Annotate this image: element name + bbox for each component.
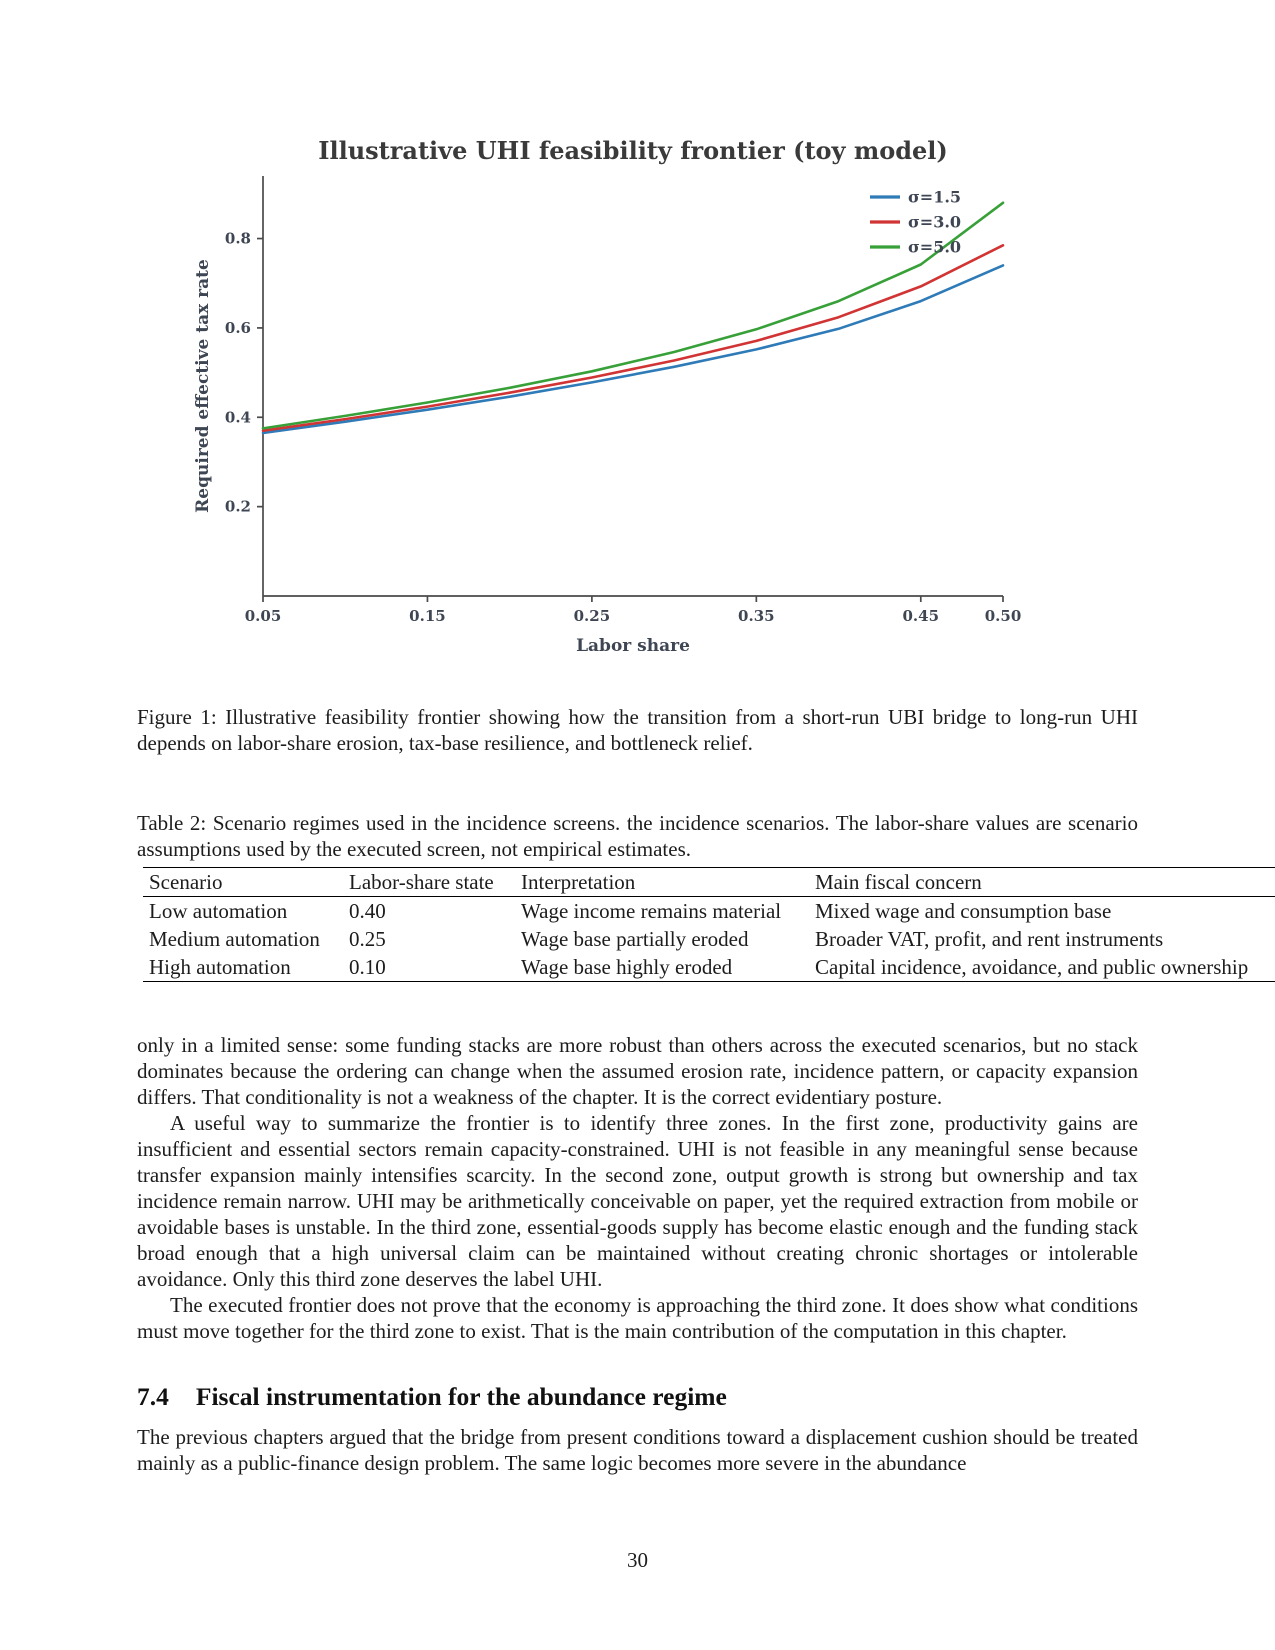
- paragraph: A useful way to summarize the frontier is to identify three zones. In the first zone, productivity gains are insufficient and essential sectors remain capacity-constrained. UHI is not feasible in any meaningful sense because transfer expansion mainly intensifies scarcity. In the second zone, output growth is strong but ownership and tax incidence remain narrow. UHI may be arithmetically conceivable on paper, yet the required extraction from mobile or avoidable bases is unstable. In the third zone, essential-goods supply has become elastic enough and the funding stack broad enough that a high universal claim can be maintained without creating chronic shortages or intolerable avoidance. Only this third zone deserves the label UHI.: [137, 1111, 1138, 1291]
- y-tick-label: 0.8: [224, 229, 251, 248]
- table-2: [143, 867, 1275, 982]
- x-tick-label: 0.50: [984, 607, 1022, 625]
- table-2-caption: Table 2: Scenario regimes used in the incidence screens. the incidence scenarios. The labor-share values are scenario assumptions used by the executed screen, not empirical estimates.: [137, 811, 1138, 861]
- column-header-interpretation: Interpretation: [521, 870, 636, 894]
- chart-title: Illustrative UHI feasibility frontier (toy model): [318, 136, 948, 165]
- cell-concern: Mixed wage and consumption base: [815, 899, 1112, 923]
- section-title: Fiscal instrumentation for the abundance regime: [195, 1382, 727, 1411]
- x-tick-label: 0.15: [409, 607, 446, 625]
- feasibility-frontier-chart: [188, 123, 1048, 663]
- legend-label: σ=1.5: [908, 187, 962, 207]
- x-tick-label: 0.05: [244, 607, 282, 625]
- cell-scenario: High automation: [149, 955, 291, 979]
- column-header-labor-share-state: Labor-share state: [349, 870, 494, 894]
- x-tick-label: 0.45: [902, 607, 940, 625]
- series-line-σ=1.5: [263, 265, 1003, 433]
- x-axis-label: Labor share: [576, 636, 690, 656]
- y-tick-label: 0.2: [224, 497, 251, 516]
- cell-interpretation: Wage income remains material: [521, 899, 782, 923]
- x-tick-label: 0.35: [738, 607, 775, 625]
- paragraph: only in a limited sense: some funding stacks are more robust than others across the executed scenarios, but no stack dominates because the ordering can change when the assumed erosion rate, incidence pattern, or capacity expansion differs. That conditionality is not a weakness of the chapter. It is the correct evidentiary posture.: [137, 1033, 1138, 1109]
- page-number: 30: [627, 1548, 648, 1572]
- y-axis-label: Required effective tax rate: [193, 259, 213, 513]
- legend-label: σ=3.0: [908, 212, 962, 232]
- figure-1-chart-area: [0, 0, 1275, 668]
- legend-label: σ=5.0: [908, 237, 962, 257]
- paragraph: The previous chapters argued that the bridge from present conditions toward a displacement cushion should be treated mainly as a public-finance design problem. The same logic becomes more severe in the abundance: [137, 1425, 1138, 1475]
- table-row: [143, 897, 1275, 926]
- column-header-scenario: Scenario: [149, 870, 223, 894]
- cell-interpretation: Wage base highly eroded: [521, 955, 733, 979]
- series-line-σ=5.0: [263, 203, 1003, 429]
- table-row: [143, 925, 1275, 953]
- cell-scenario: Medium automation: [149, 927, 320, 951]
- cell-interpretation: Wage base partially eroded: [521, 927, 749, 951]
- x-tick-label: 0.25: [573, 607, 611, 625]
- cell-concern: Broader VAT, profit, and rent instruments: [815, 927, 1164, 951]
- column-header-main-fiscal-concern: Main fiscal concern: [815, 870, 982, 894]
- cell-state: 0.10: [349, 955, 386, 979]
- series-line-σ=3.0: [263, 245, 1003, 430]
- figure-1-caption: Figure 1: Illustrative feasibility frontier showing how the transition from a short-run UBI bridge to long-run UHI depends on labor-share erosion, tax-base resilience, and bottleneck relief.: [137, 705, 1138, 755]
- section-heading: [137, 1384, 1138, 1410]
- cell-concern: Capital incidence, avoidance, and public ownership: [815, 955, 1249, 979]
- section-number: 7.4: [137, 1382, 169, 1411]
- cell-state: 0.40: [349, 899, 386, 923]
- table-header-row: [143, 868, 1275, 897]
- table-row: [143, 953, 1275, 982]
- cell-scenario: Low automation: [149, 899, 288, 923]
- paragraph: The executed frontier does not prove that the economy is approaching the third zone. It does show what conditions must move together for the third zone to exist. That is the main contribution of the computation in this chapter.: [137, 1293, 1138, 1343]
- cell-state: 0.25: [349, 927, 386, 951]
- body-text-block: [137, 1032, 1138, 1476]
- y-tick-label: 0.4: [224, 408, 251, 427]
- y-tick-label: 0.6: [224, 318, 251, 337]
